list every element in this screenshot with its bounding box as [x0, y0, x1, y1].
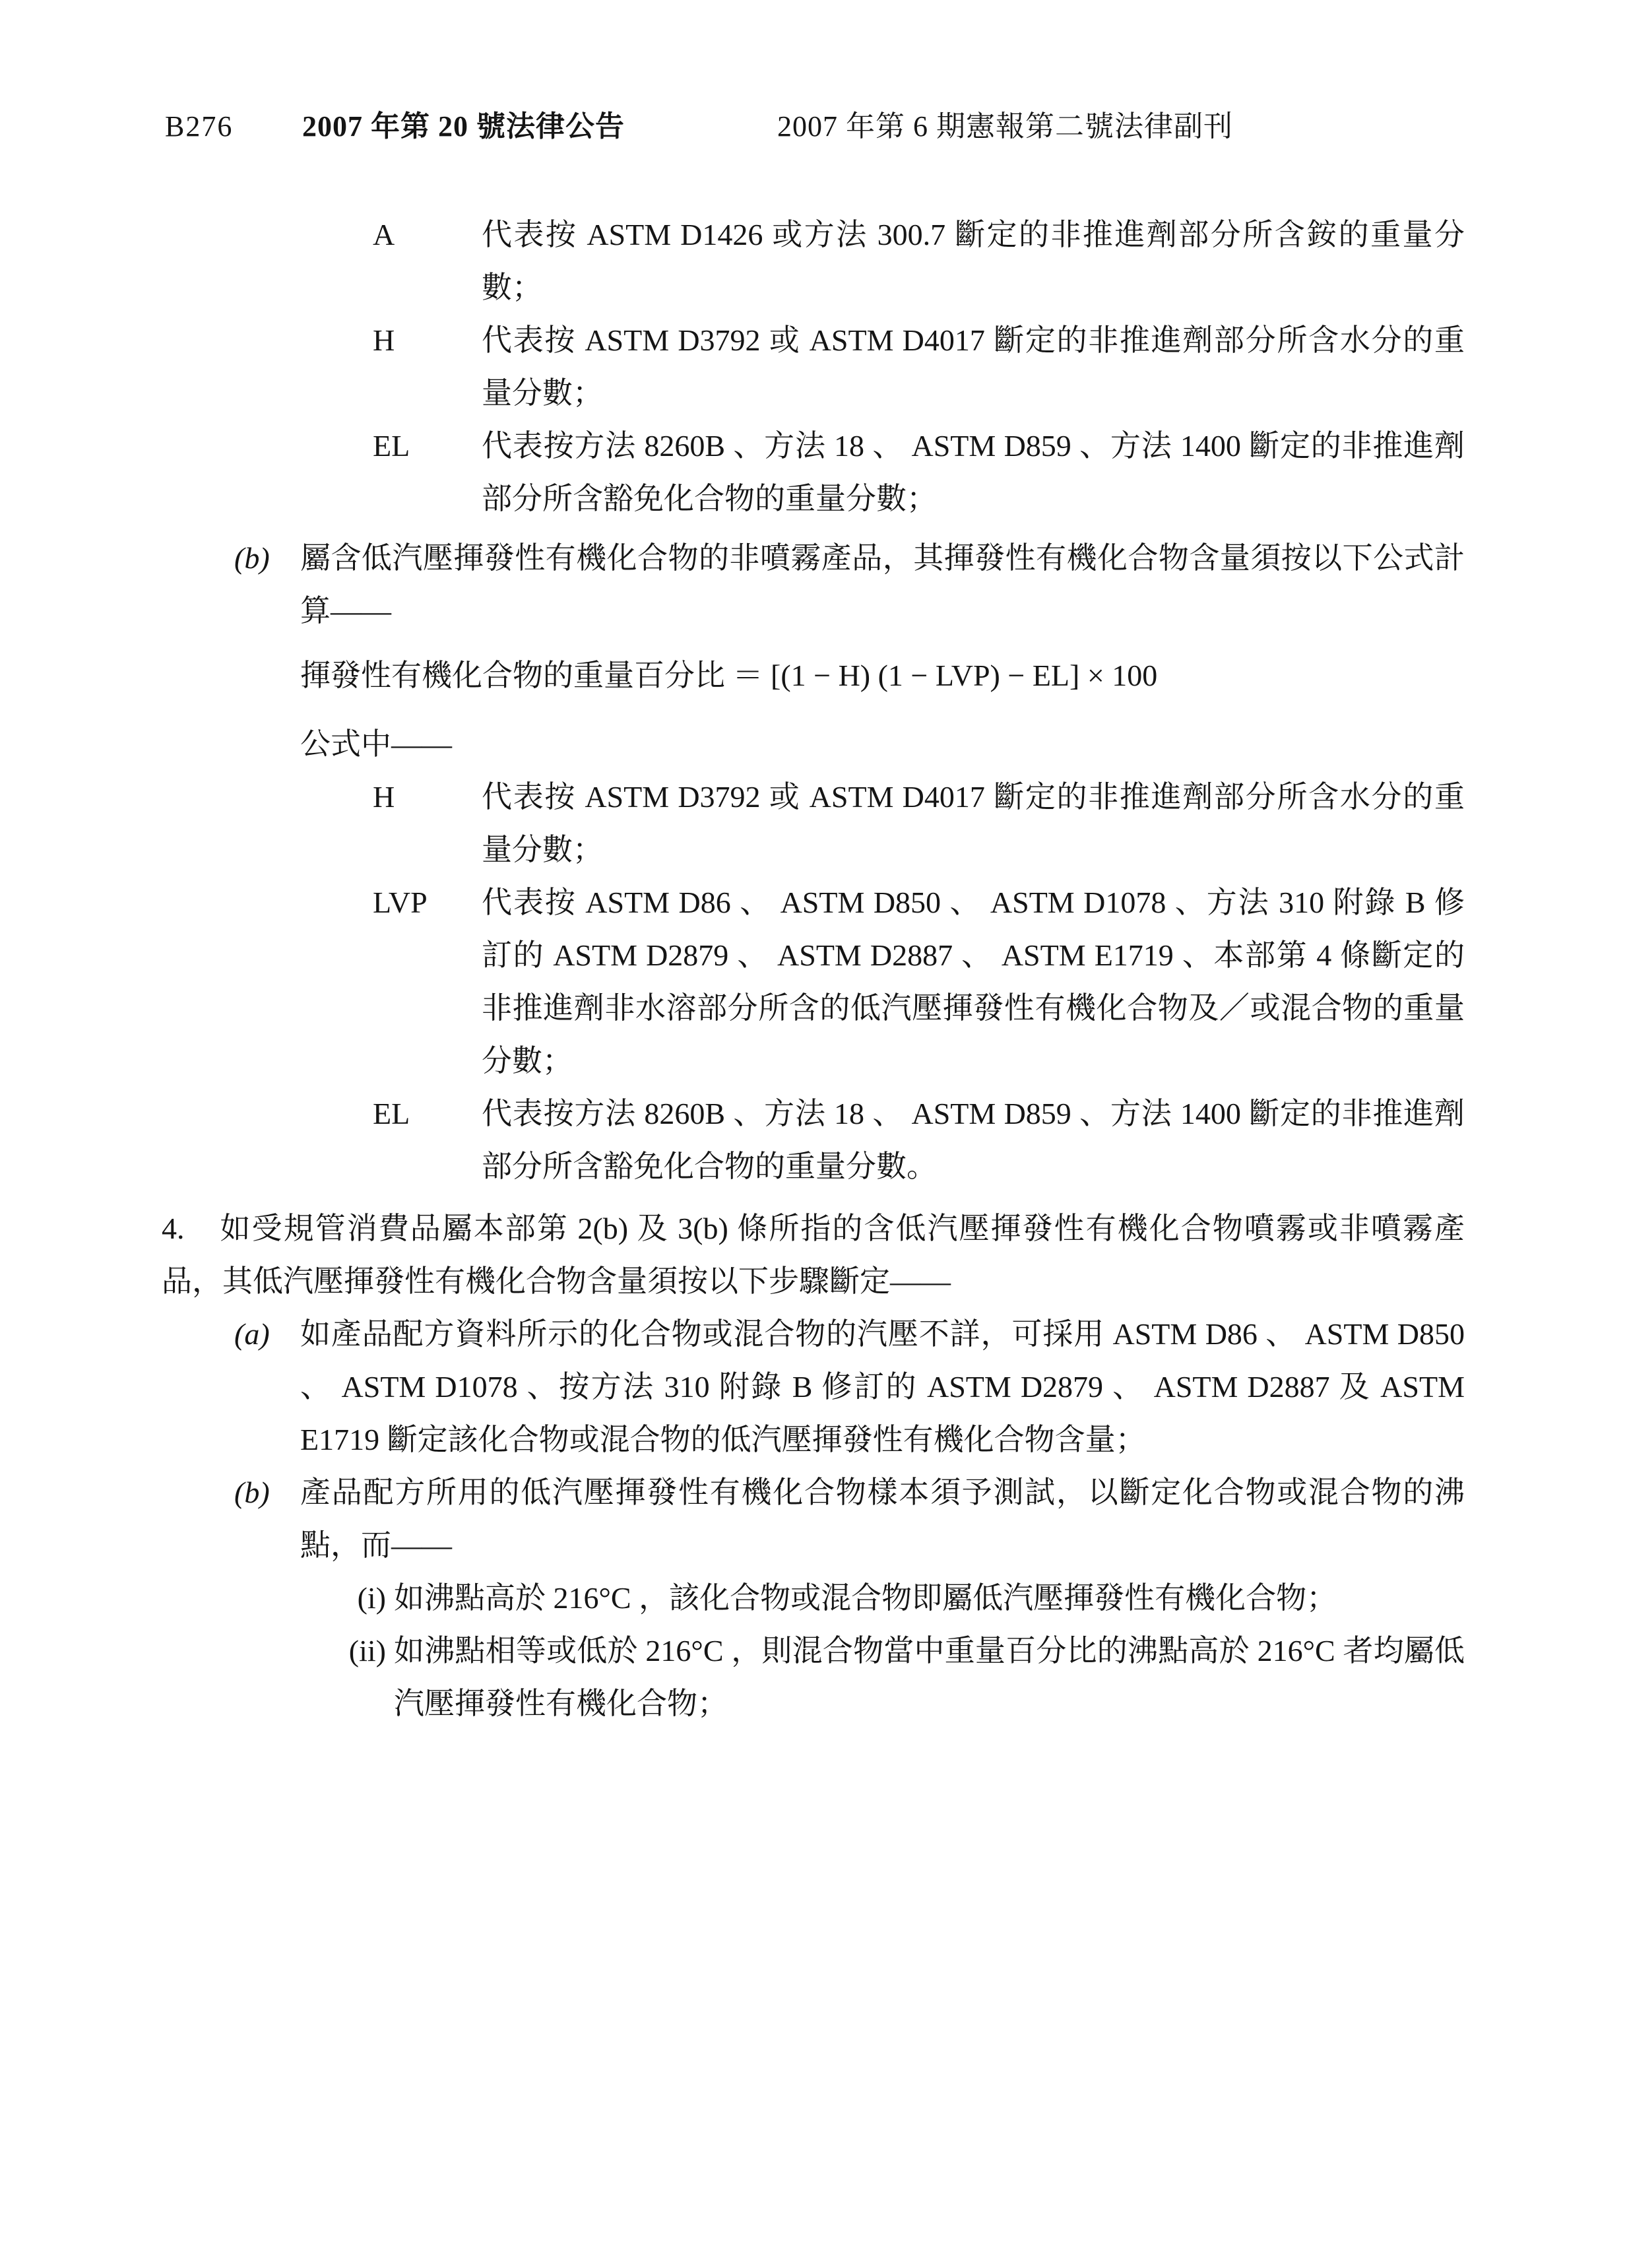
- definition-term: A: [373, 218, 395, 251]
- definition-list-1: [162, 209, 1465, 525]
- gazette-issue-title: 2007 年第 6 期憲報第二號法律副刊: [777, 110, 1233, 143]
- definition-text: 代表按 ASTM D3792 或 ASTM D4017 斷定的非推進劑部分所含水分的重量分數；: [482, 323, 1465, 410]
- definition-term: EL: [373, 1097, 410, 1130]
- page-number: B276: [165, 110, 234, 143]
- subclause-label: (ii): [348, 1634, 386, 1668]
- definition-item-H: [373, 314, 1465, 420]
- section-text: 如受規管消費品屬本部第 2(b) 及 3(b) 條所指的含低汽壓揮發性有機化合物噴霧或非噴霧產品，其低汽壓揮發性有機化合物含量須按以下步驟斷定——: [162, 1212, 1465, 1298]
- subclause-text: 如沸點相等或低於 216°C ，則混合物當中重量百分比的沸點高於 216°C 者均屬低汽壓揮發性有機化合物；: [394, 1634, 1465, 1720]
- definition-term: LVP: [373, 886, 428, 919]
- definition-list-2: [162, 771, 1465, 1193]
- clause-4b: [234, 1466, 1465, 1572]
- definition-item-A: [373, 209, 1465, 314]
- voc-weight-formula: 揮發性有機化合物的重量百分比 ＝ [(1 − H) (1 − LVP) − EL] × 100: [300, 659, 1158, 692]
- definition-term: EL: [373, 429, 410, 463]
- legal-notice-title: 2007 年第 20 號法律公告: [302, 110, 625, 143]
- clause-text: 如產品配方資料所示的化合物或混合物的汽壓不詳，可採用 ASTM D86 、 ASTM D850 、 ASTM D1078 、按方法 310 附錄 B 修訂的 ASTM D2879 、 ASTM D2887 及 ASTM E1719 斷定該化合物或混合物的低汽壓揮發性有機化合物含量；: [300, 1317, 1465, 1456]
- section-number: 4.: [162, 1212, 185, 1245]
- clause-text: 屬含低汽壓揮發性有機化合物的非噴霧產品，其揮發性有機化合物含量須按以下公式計算——: [300, 541, 1465, 628]
- definition-text: 代表按 ASTM D1426 或方法 300.7 斷定的非推進劑部分所含銨的重量分數；: [482, 218, 1465, 304]
- section-4-paragraph: [162, 1202, 1465, 1308]
- definition-text: 代表按 ASTM D86 、 ASTM D850 、 ASTM D1078 、方法 310 附錄 B 修訂的 ASTM D2879 、 ASTM D2887 、 ASTM E1719 、本部第 4 條斷定的非推進劑非水溶部分所含的低汽壓揮發性有機化合物及／或混合物的重量分數；: [482, 886, 1465, 1078]
- definition-term: H: [373, 323, 395, 357]
- definition-text: 代表按方法 8260B 、方法 18 、 ASTM D859 、方法 1400 斷定的非推進劑部分所含豁免化合物的重量分數；: [482, 429, 1465, 515]
- subclause-i: [333, 1572, 1465, 1625]
- clause-text: 產品配方所用的低汽壓揮發性有機化合物樣本須予測試，以斷定化合物或混合物的沸點，而——: [300, 1475, 1465, 1562]
- clause-label: (a): [234, 1317, 270, 1351]
- clause-label: (b): [234, 1475, 270, 1509]
- definition-text: 代表按方法 8260B 、方法 18 、 ASTM D859 、方法 1400 斷定的非推進劑部分所含豁免化合物的重量分數。: [482, 1097, 1465, 1183]
- definition-item-LVP: [373, 876, 1465, 1087]
- definition-term: H: [373, 780, 395, 814]
- definition-text: 代表按 ASTM D3792 或 ASTM D4017 斷定的非推進劑部分所含水分的重量分數；: [482, 780, 1465, 866]
- subclause-ii: [333, 1625, 1465, 1730]
- definition-item-EL2: [373, 1087, 1465, 1193]
- subclause-text: 如沸點高於 216°C ，該化合物或混合物即屬低汽壓揮發性有機化合物；: [394, 1581, 1337, 1615]
- clause-label: (b): [234, 541, 270, 575]
- clause-4a: [234, 1308, 1465, 1466]
- subclause-label: (i): [357, 1581, 386, 1615]
- clause-b-nonaerosol: [234, 532, 1465, 637]
- definition-item-EL: [373, 420, 1465, 525]
- definition-item-H2: [373, 771, 1465, 876]
- formula-intro: 公式中——: [300, 727, 452, 761]
